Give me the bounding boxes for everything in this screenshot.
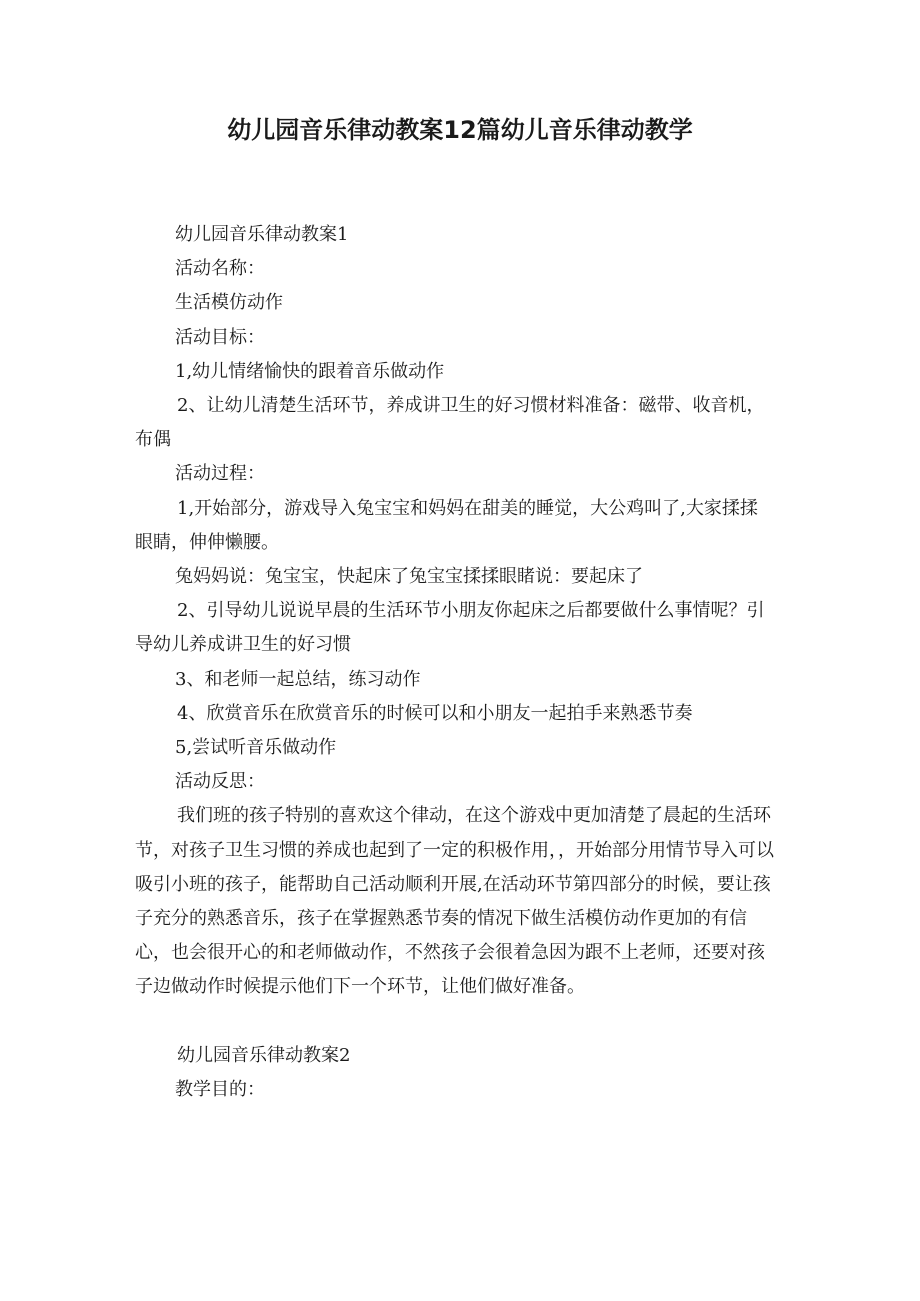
activity-name: 生活模仿动作: [175, 292, 283, 314]
section-1-heading: 幼儿园音乐律动教案1: [175, 224, 349, 245]
process-label: 活动过程：: [175, 463, 265, 485]
step-5: 5,尝试听音乐做动作: [175, 737, 337, 759]
dialog-line: 兔妈妈说：兔宝宝，快起床了兔宝宝揉揉眼睹说：要起床了: [175, 566, 643, 588]
document-body: [135, 218, 785, 1107]
step-3: 3、和老师一起总结，练习动作: [175, 668, 421, 690]
activity-name-label: 活动名称：: [175, 258, 265, 280]
step-1: 1,开始部分，游戏导入兔宝宝和妈妈在甜美的睡觉，大公鸡叫了,大家揉揉眼睛，伸伸懒腰。: [135, 497, 758, 553]
reflection-paragraph: 我们班的孩子特别的喜欢这个律动，在这个游戏中更加清楚了晨起的生活环节，对孩子卫生习惯的养成也起到了一定的积极作用，，开始部分用情节导入可以吸引小班的孩子，能帮助自己活动顺利开展,在活动环节第四部分的时候，要让孩子充分的熟悉音乐，孩子在掌握熟悉节奏的情况下做生活模仿动作更加的有信心，也会很开心的和老师做动作，不然孩子会很着急因为跟不上老师，还要对孩子边做动作时候提示他们下一个环节，让他们做好准备。: [135, 805, 774, 998]
goals-label: 活动目标：: [175, 326, 265, 348]
document-title: 幼儿园音乐律动教案12篇幼儿音乐律动教学: [227, 116, 693, 144]
goal-1: 1,幼儿情绪愉快的跟着音乐做动作: [175, 360, 445, 382]
section-gap: [135, 1005, 785, 1039]
goal-2: 2、让幼儿清楚生活环节，养成讲卫生的好习惯材料准备：磁带、收音机，布偶: [135, 395, 765, 451]
reflection-label: 活动反思：: [175, 771, 265, 793]
step-2: 2、引导幼儿说说早晨的生活环节小朋友你起床之后都要做什么事情呢？引导幼儿养成讲卫生的好习惯: [135, 600, 765, 656]
section-2-heading: 幼儿园音乐律动教案2: [177, 1044, 351, 1066]
objectives-label: 教学目的：: [175, 1078, 265, 1100]
step-4: 4、欣赏音乐在欣赏音乐的时候可以和小朋友一起拍手来熟悉节奏: [177, 702, 693, 724]
